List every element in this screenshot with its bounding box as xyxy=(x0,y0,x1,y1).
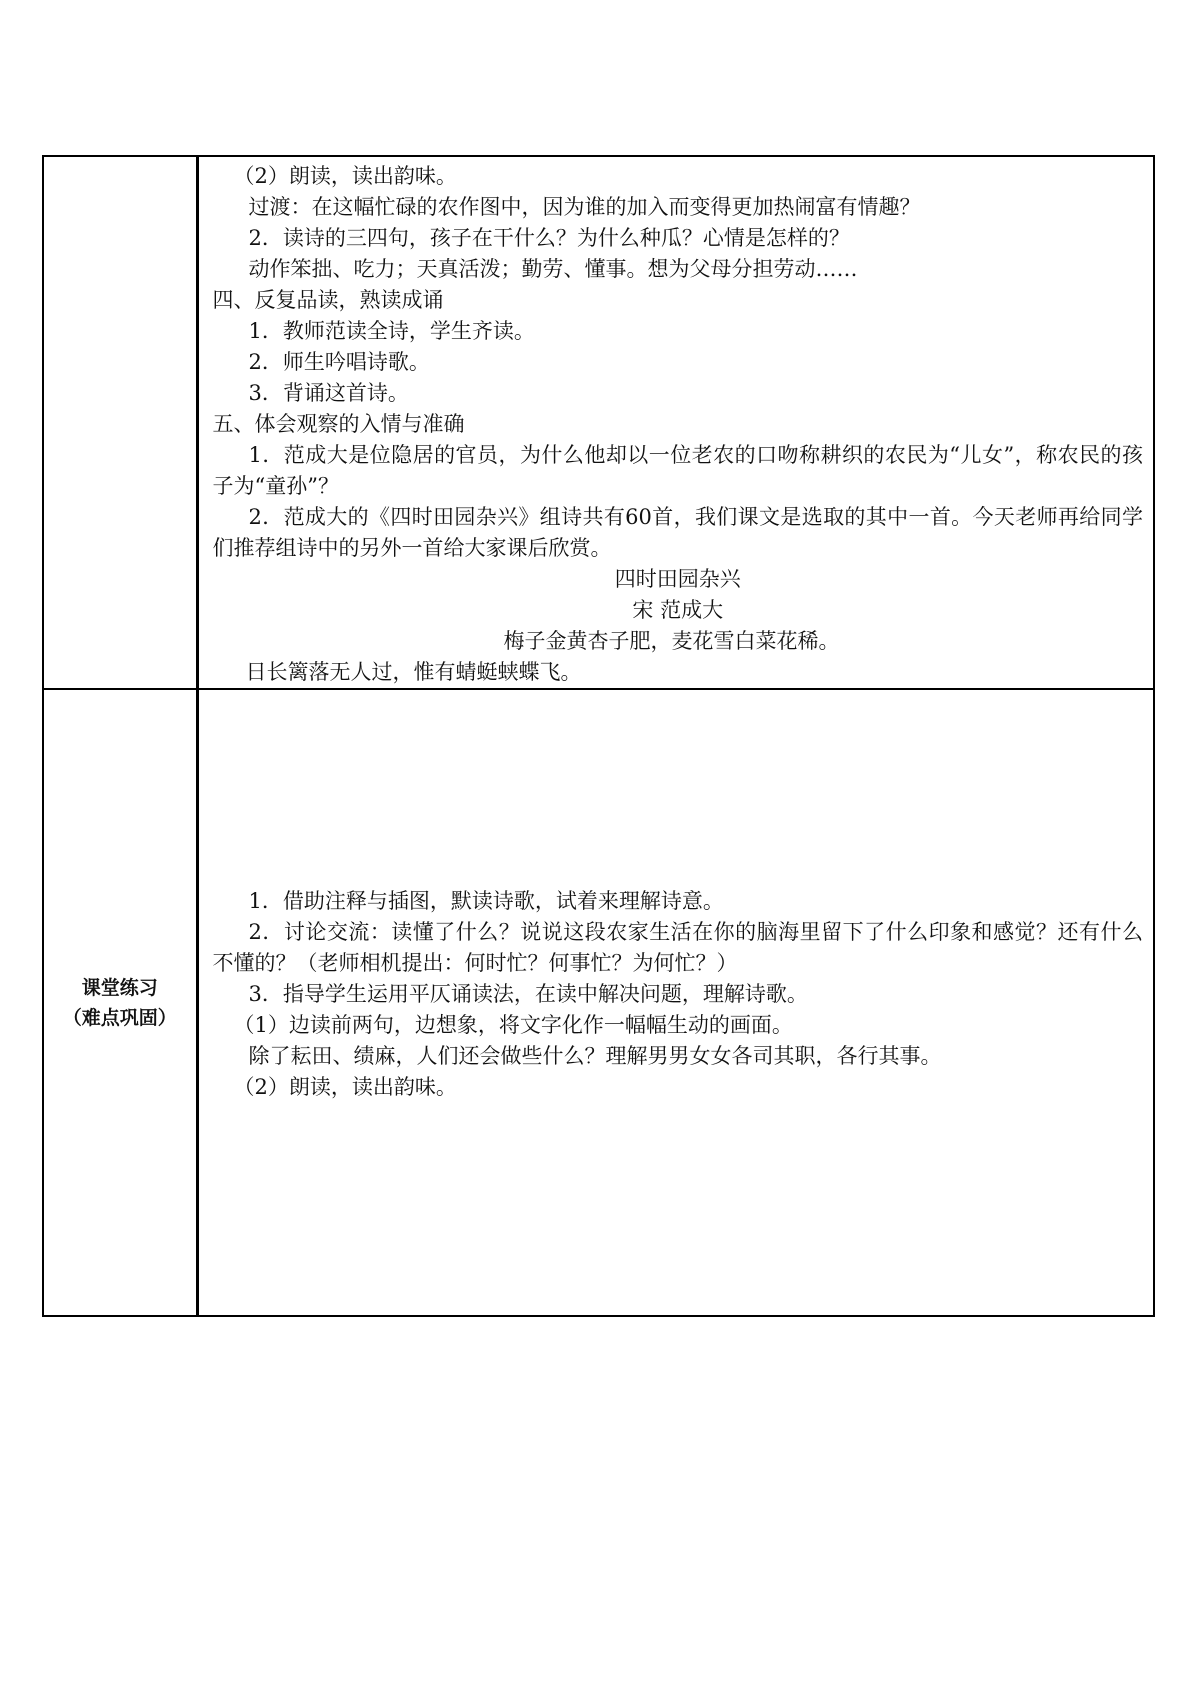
row-label xyxy=(44,157,196,688)
table-row xyxy=(43,689,1154,1316)
text-line: 1．教师范读全诗，学生齐读。 xyxy=(248,319,535,343)
row-label-subtitle: （难点巩固） xyxy=(62,1006,177,1029)
text-line: 过渡：在这幅忙碌的农作图中，因为谁的加入而变得更加热闹富有情趣？ xyxy=(248,195,921,219)
section2-content xyxy=(199,690,1154,1103)
section1-content xyxy=(199,157,1154,688)
section-heading: 五、体会观察的入情与准确 xyxy=(212,412,465,436)
text-line: 3．背诵这首诗。 xyxy=(248,381,409,405)
poem-line: 梅子金黄杏子肥，麦花雪白菜花稀。 xyxy=(503,629,840,653)
text-line: 3．指导学生运用平仄诵读法，在读中解决问题，理解诗歌。 xyxy=(248,982,808,1006)
text-line: 除了耘田、绩麻，人们还会做些什么？理解男男女女各司其职，各行其事。 xyxy=(248,1044,942,1068)
text-line: （2）朗读，读出韵味。 xyxy=(233,1075,457,1099)
text-line: 2．师生吟唱诗歌。 xyxy=(248,350,430,374)
text-line: （1）边读前两句，边想象，将文字化作一幅幅生动的画面。 xyxy=(233,1013,793,1037)
text-paragraph: 2．范成大的《四时田园杂兴》组诗共有60首，我们课文是选取的其中一首。今天老师再给同学们推荐组诗中的另外一首给大家课后欣赏。 xyxy=(212,505,1143,560)
section-heading: 四、反复品读，熟读成诵 xyxy=(212,288,444,312)
row-label-title: 课堂练习 xyxy=(81,976,158,999)
poem-author: 宋 范成大 xyxy=(632,598,724,622)
text-paragraph: 1．范成大是位隐居的官员，为什么他却以一位老农的口吻称耕织的农民为“儿女”，称农民的孩子为“童孙”？ xyxy=(212,443,1143,498)
row-label-cell xyxy=(43,689,197,1316)
row-label xyxy=(44,690,196,1315)
lesson-plan-table xyxy=(42,155,1155,1317)
text-line: （2）朗读，读出韵味。 xyxy=(233,164,457,188)
row-label-cell xyxy=(43,156,197,689)
text-line: 2．读诗的三四句，孩子在干什么？为什么种瓜？心情是怎样的？ xyxy=(248,226,850,250)
content-cell xyxy=(197,156,1154,689)
poem-line: 日长篱落无人过，惟有蜻蜓蛱蝶飞。 xyxy=(245,660,582,684)
text-line: 动作笨拙、吃力；天真活泼；勤劳、懂事。想为父母分担劳动…… xyxy=(248,257,858,281)
poem-title: 四时田园杂兴 xyxy=(614,567,741,591)
text-line: 1．借助注释与插图，默读诗歌，试着来理解诗意。 xyxy=(248,889,724,913)
text-paragraph: 2．讨论交流：读懂了什么？说说这段农家生活在你的脑海里留下了什么印象和感觉？还有什么不懂的？（老师相机提出：何时忙？何事忙？为何忙？） xyxy=(212,920,1143,975)
content-cell xyxy=(197,689,1154,1316)
table-row xyxy=(43,156,1154,689)
